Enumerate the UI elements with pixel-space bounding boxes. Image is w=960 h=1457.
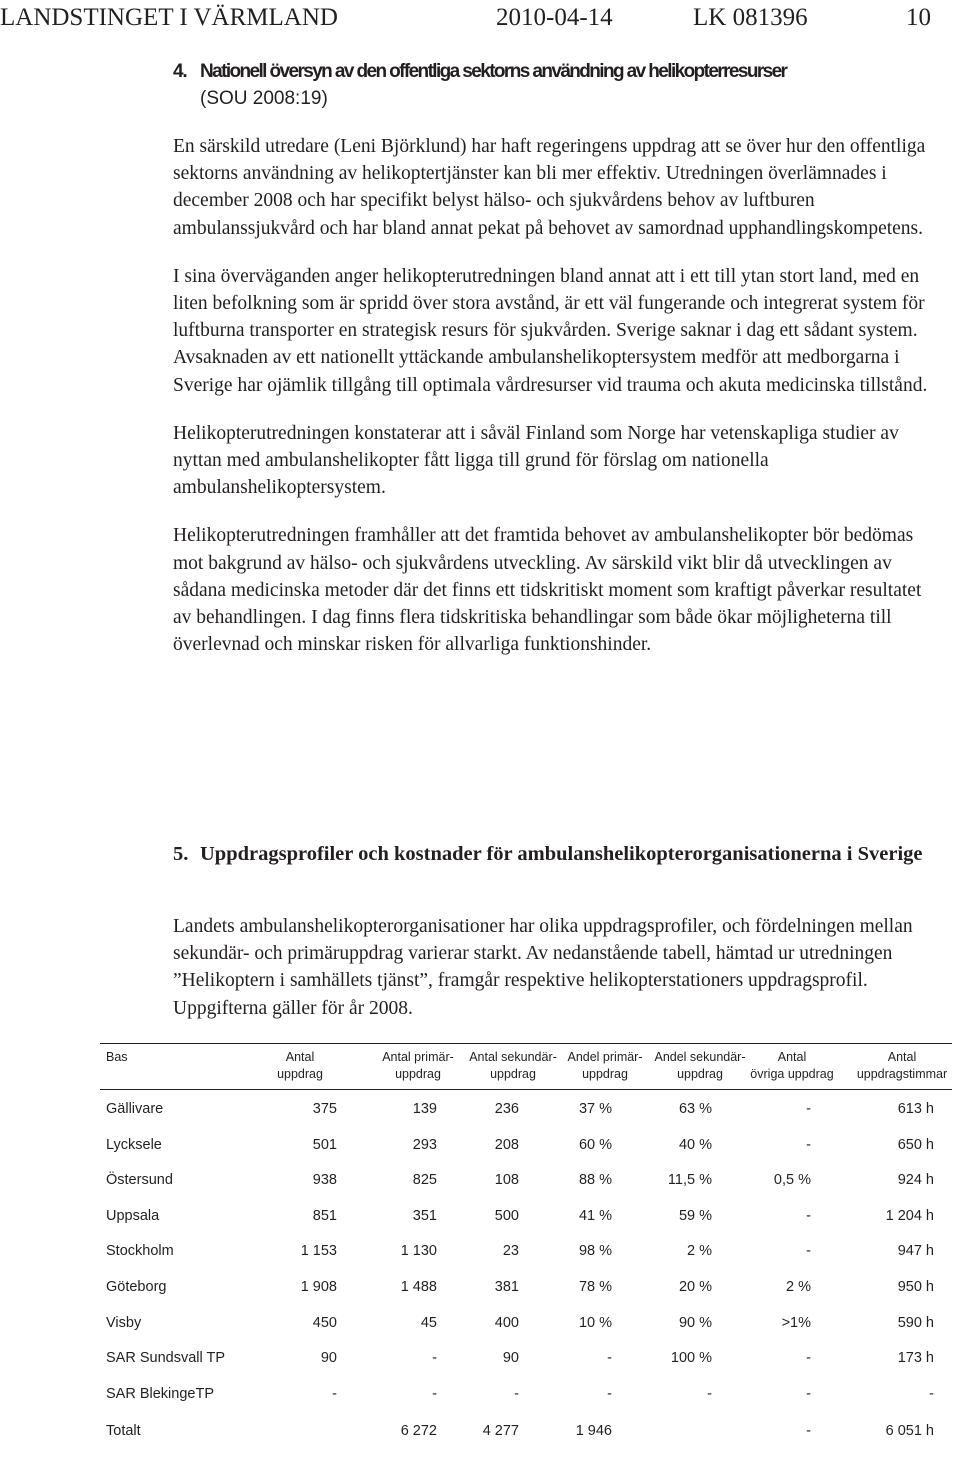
table-cell: - [607,1350,612,1367]
table-cell: 37 % [578,1101,612,1117]
table-cell: 501 [312,1136,337,1153]
table-cell: 924 h [897,1172,934,1189]
table-cell: - [607,1385,612,1402]
table-cell: 88 % [578,1172,612,1189]
table-cell: 208 [494,1136,519,1153]
table-cell: 139 [412,1101,437,1117]
table-cell-bas: Totalt [106,1422,141,1439]
table-cell: 6 272 [400,1422,437,1439]
table-header-antal-uppdrag: Antal uppdrag [277,1050,323,1081]
table-row [100,1099,952,1119]
table-cell: 78 % [578,1279,612,1295]
table-cell: 1 153 [300,1243,337,1260]
table-row [100,1348,952,1368]
table-cell-bas: Stockholm [106,1243,174,1260]
table-cell: 59 % [678,1207,712,1224]
table-header-rule [100,1089,952,1090]
table-cell: 90 [320,1350,337,1367]
table-cell: 11,5 % [667,1172,712,1189]
table-cell: 90 % [678,1314,712,1331]
table-cell: 108 [494,1172,519,1189]
table-cell: 63 % [678,1101,712,1117]
table-cell: 590 h [897,1314,934,1331]
table-cell-bas: SAR Sundsvall TP [106,1350,226,1367]
section-5 [173,840,943,868]
table-row [100,1135,952,1155]
table-row [100,1313,952,1333]
table-cell: 851 [312,1207,337,1224]
paragraph-1: En särskild utredare (Leni Björklund) har haft regeringens uppdrag att se över hur den offentliga sektorns användning av helikoptertjänster kan bli mer effektiv. Utredningen överlämnades i december 2008 och har specifikt belyst hälso- och sjukvårdens behov av luftburen ambulanssjukvård och har bland annat pekat på behovet av samordnad upphandlingskompetens. [173,136,926,239]
table-cell: 23 [502,1243,519,1260]
table-cell: - [514,1385,519,1402]
table-cell: 1 204 h [885,1207,934,1224]
table-cell: 938 [312,1172,337,1189]
table-cell: - [806,1385,811,1402]
table-cell: 375 [312,1101,337,1117]
table-cell-bas: Visby [106,1314,142,1331]
table-cell: - [432,1350,437,1367]
table-cell: 613 h [897,1101,934,1117]
section-4 [173,58,943,112]
table-cell: - [432,1385,437,1402]
section-5-number: 5. [173,843,189,865]
table-cell: 41 % [578,1207,612,1224]
table-header-andel-primar: Andel primär- uppdrag [567,1050,643,1081]
table-cell: 45 [420,1314,437,1331]
table-cell: 236 [494,1101,519,1117]
table-cell: 1 946 [575,1422,612,1439]
table-cell: 0,5 % [773,1172,811,1189]
table-cell: 351 [412,1207,437,1224]
section-5-heading [173,840,943,868]
table-cell: - [806,1207,811,1224]
table-cell: 500 [494,1207,519,1224]
table-row [100,1170,952,1190]
table-cell: - [929,1385,934,1402]
table-header-antal-primar: Antal primär- uppdrag [382,1050,454,1081]
section-4-subtitle: (SOU 2008:19) [200,88,328,109]
paragraph-2: I sina överväganden anger helikopterutredningen bland annat att i ett till ytan stort land, med en liten befolkning som är spridd över stora avstånd, är ett väl fungerande och integrerat system för luftburna transporter en strategisk resurs för sjukvården. Sverige saknar i dag ett sådant system. Avsaknaden av ett nationellt yttäckande ambulanshelikoptersystem medför att medborgarna i Sverige har ojämlik tillgång till optimala vårdresurser vid trauma och akuta medicinska tillstånd. [173,265,928,396]
section-5-paragraph: Landets ambulanshelikopterorganisationer har olika uppdragsprofiler, och fördelningen mellan sekundär- och primäruppdrag varierar starkt. Av nedanstående tabell, hämtad ur utredningen ”Helikoptern i samhällets tjänst”, framgår respektive helikopterstationers uppdragsprofil. Uppgifterna gäller för år 2008. [173,916,913,1019]
table-cell: 4 277 [482,1422,519,1439]
section-4-number: 4. [173,61,187,82]
table-cell: - [806,1136,811,1153]
table-row [100,1241,952,1261]
header-reference: LK 081396 [693,4,808,31]
table-cell-bas: Gällivare [106,1101,164,1117]
paragraph-3: Helikopterutredningen konstaterar att i såväl Finland som Norge har vetenskapliga studier av nyttan med ambulanshelikopter fått ligga till grund för förslag om nationella ambulanshelikoptersystem. [173,422,899,499]
page-header [0,0,960,36]
table-row [100,1384,952,1404]
table-cell: - [806,1350,811,1367]
table-cell: 1 908 [300,1279,337,1295]
table-cell: 950 h [897,1279,934,1295]
table-cell: 825 [412,1172,437,1189]
table-cell: 293 [412,1136,437,1153]
table-cell: 947 h [897,1243,934,1260]
section-4-heading [173,58,943,85]
table-cell: 6 051 h [885,1422,934,1439]
table-row [100,1277,952,1297]
table-cell: 1 130 [400,1243,437,1260]
table-cell: 98 % [578,1243,612,1260]
section-5-title: Uppdragsprofiler och kostnader för ambulanshelikopterorganisationerna i Sverige [200,843,923,865]
paragraph-4: Helikopterutredningen framhåller att det framtida behovet av ambulanshelikopter bör bedömas mot bakgrund av hälso- och sjukvårdens utveckling. Av särskild vikt blir då utvecklingen av sådana medicinska metoder där det finns ett tidskritiskt moment som kraftigt påverkar resultatet av behandlingen. I dag finns flera tidskritiska behandlingar som både ökar möjligheterna till överlevnad och minskar risken för allvarliga funktionshinder. [173,525,922,656]
table-top-rule [100,1043,952,1044]
table-cell: 650 h [897,1136,934,1153]
table-header-bas: Bas [106,1050,128,1064]
table-cell: - [332,1385,337,1402]
table-cell: 381 [494,1279,519,1295]
table-cell-bas: Östersund [106,1172,173,1189]
section-5-body [173,913,943,1022]
table-cell-bas: Göteborg [106,1279,167,1295]
table-cell: 90 [502,1350,519,1367]
section-4-title: Nationell översyn av den offentliga sektorns användning av helikopterresurser [200,61,787,82]
table-cell: - [707,1385,712,1402]
table-cell: 2 % [786,1279,811,1295]
table-cell: - [806,1243,811,1260]
table-cell: 20 % [678,1279,712,1295]
table-cell: 1 488 [400,1279,437,1295]
table-cell-bas: Uppsala [106,1207,160,1224]
table-header-andel-sekundar: Andel sekundär- uppdrag [654,1050,746,1081]
table-cell: 60 % [578,1136,612,1153]
table-cell: >1% [781,1314,811,1331]
section-4-body [173,133,943,658]
table-row [100,1421,952,1441]
table-cell: 2 % [687,1243,712,1260]
table-cell: 100 % [670,1350,712,1367]
table-header-antal-sekundar: Antal sekundär- uppdrag [469,1050,557,1081]
table-header-timmar: Antal uppdragstimmar [856,1050,948,1081]
table-row [100,1206,952,1226]
header-organization: LANDSTINGET I VÄRMLAND [0,4,338,31]
header-date: 2010-04-14 [496,4,613,31]
table-cell-bas: SAR BlekingeTP [106,1385,214,1402]
table-header-ovriga: Antal övriga uppdrag [750,1050,834,1081]
table-cell: 40 % [678,1136,712,1153]
table-cell-bas: Lycksele [106,1136,162,1153]
table-cell: 450 [312,1314,337,1331]
table-cell: 10 % [578,1314,612,1331]
table-cell: - [806,1422,811,1439]
table-cell: 173 h [897,1350,934,1367]
table-cell: 400 [494,1314,519,1331]
header-page-number: 10 [906,4,931,31]
table-cell: - [806,1101,811,1117]
